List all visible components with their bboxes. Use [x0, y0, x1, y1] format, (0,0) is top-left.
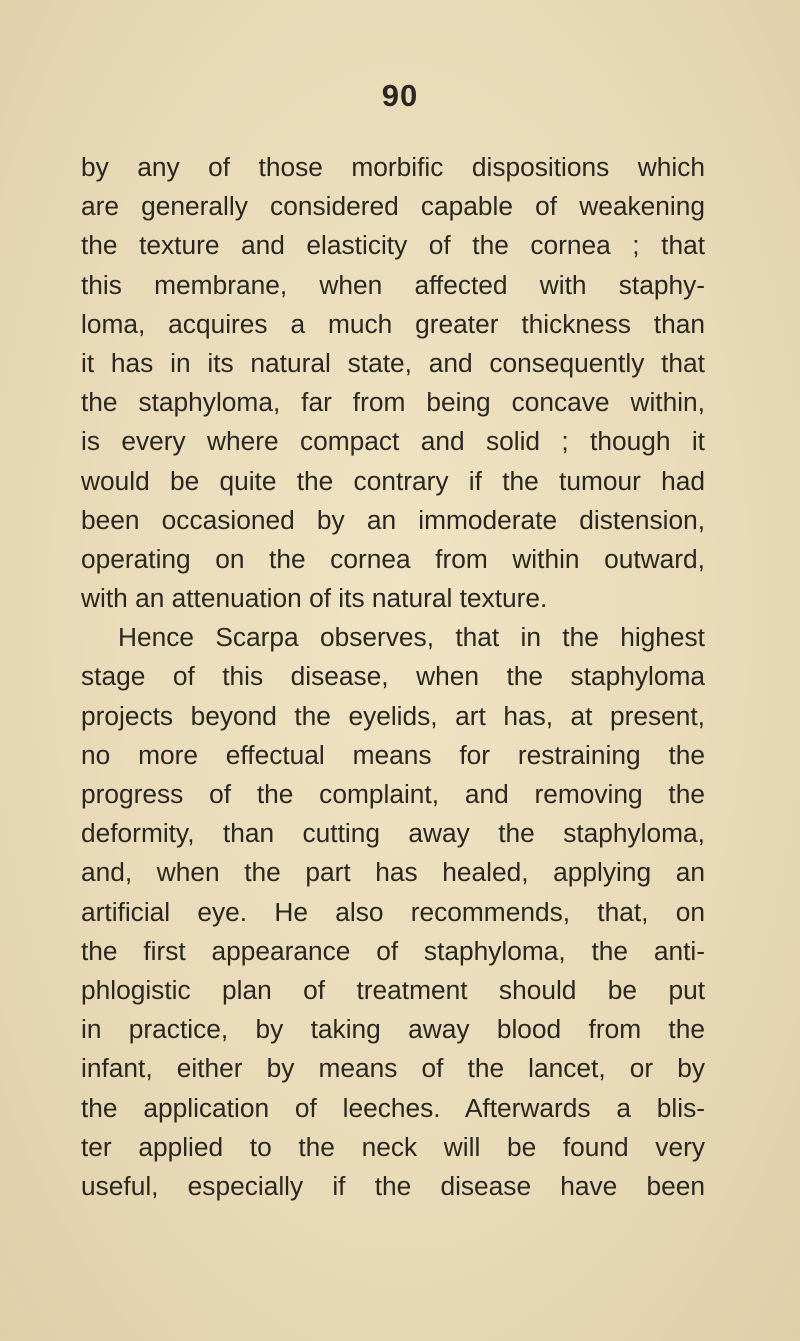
text-line: the texture and elasticity of the cornea ; that — [81, 230, 705, 261]
text-line-paragraph-end: with an attenuation of its natural texture. — [81, 583, 548, 614]
text-line: the first appearance of staphyloma, the anti- — [81, 935, 705, 966]
text-line: been occasioned by an immoderate distension, — [81, 504, 705, 535]
text-line: progress of the complaint, and removing the — [81, 779, 705, 809]
text-line: this membrane, when affected with staphy- — [81, 269, 705, 300]
text-line: the staphyloma, far from being concave within, — [81, 387, 705, 418]
text-line: by any of those morbific dispositions which — [81, 152, 705, 182]
text-line: phlogistic plan of treatment should be put — [81, 974, 705, 1005]
page-number: 90 — [381, 78, 419, 113]
text-line: are generally considered capable of weakening — [81, 191, 705, 222]
text-line: artificial eye. He also recommends, that, on — [81, 896, 705, 927]
text-line: and, when the part has healed, applying an — [81, 857, 705, 888]
text-line: loma, acquires a much greater thickness than — [81, 308, 705, 339]
text-line: the application of leeches. Afterwards a blis- — [81, 1092, 705, 1123]
text-line: deformity, than cutting away the staphyloma, — [81, 818, 705, 849]
text-line: ter applied to the neck will be found very — [81, 1131, 705, 1162]
text-line: stage of this disease, when the staphyloma — [81, 661, 705, 692]
text-line: in practice, by taking away blood from the — [81, 1014, 705, 1045]
text-line: it has in its natural state, and consequently that — [81, 347, 705, 378]
text-line: would be quite the contrary if the tumour had — [81, 465, 705, 496]
text-line-paragraph-start: Hence Scarpa observes, that in the highest — [118, 622, 705, 653]
text-line: infant, either by means of the lancet, or by — [81, 1053, 705, 1084]
text-line: useful, especially if the disease have been — [81, 1170, 705, 1201]
text-line: no more effectual means for restraining the — [81, 739, 705, 770]
text-line: projects beyond the eyelids, art has, at present, — [81, 700, 705, 731]
text-line: operating on the cornea from within outward, — [81, 543, 705, 574]
text-line: is every where compact and solid ; though it — [81, 426, 705, 457]
body-text — [81, 148, 705, 1206]
